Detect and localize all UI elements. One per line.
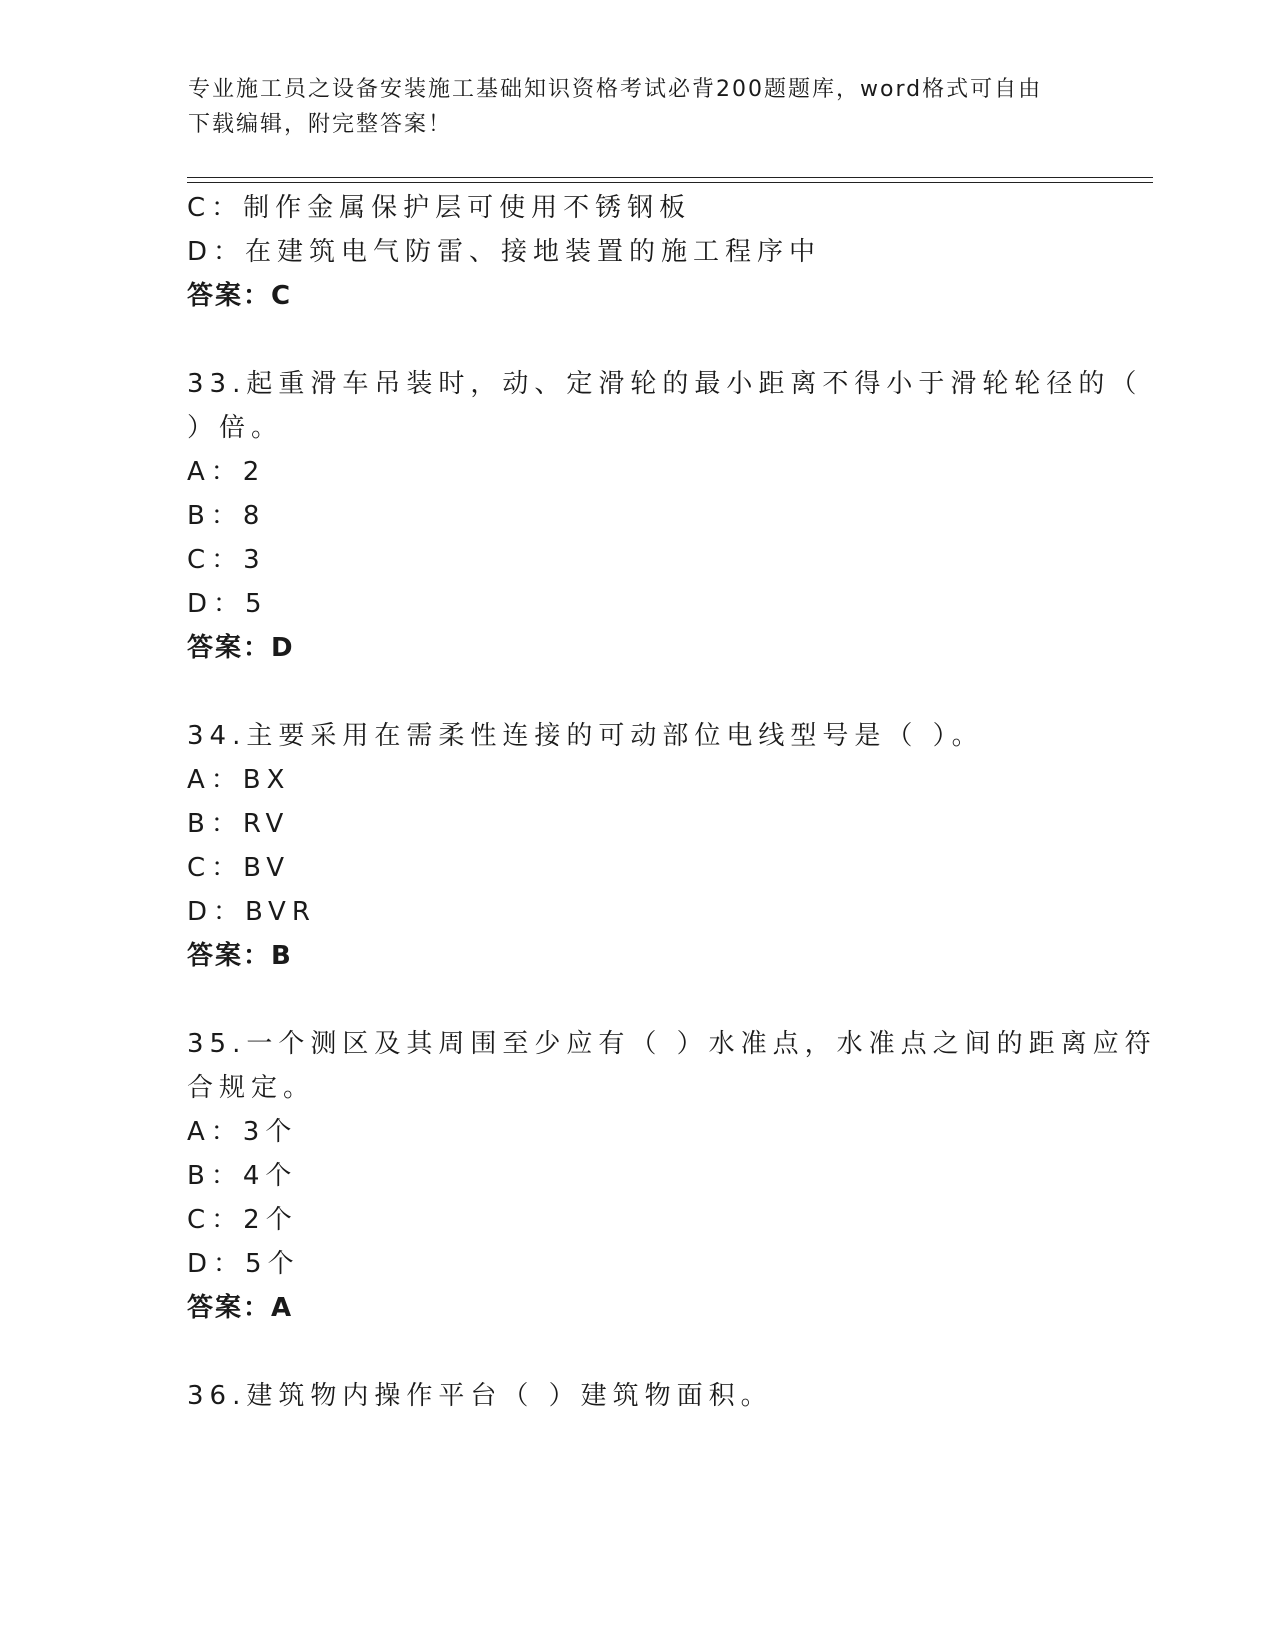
question-35-stem: 35.一个测区及其周围至少应有（ ）水准点，水准点之间的距离应符: [187, 1029, 1157, 1059]
question-35-answer: 答案：A: [187, 1293, 294, 1323]
question-34-option-c: C：BV: [187, 853, 290, 883]
header-divider-top: [187, 177, 1153, 178]
question-35-option-c: C：2个: [187, 1205, 298, 1235]
question-34-option-d: D：BVR: [187, 897, 316, 927]
question-34-answer: 答案：B: [187, 941, 293, 971]
question-35-option-d: D：5个: [187, 1249, 300, 1279]
question-36-stem: 36.建筑物内操作平台（ ）建筑物面积。: [187, 1381, 773, 1411]
question-34-stem: 34.主要采用在需柔性连接的可动部位电线型号是（ ）。: [187, 721, 984, 751]
question-33-option-a: A：2: [187, 457, 266, 487]
question-33-option-c: C：3: [187, 545, 266, 575]
question-34-option-a: A：BX: [187, 765, 291, 795]
question-35-option-a: A：3个: [187, 1117, 298, 1147]
question-35-stem-cont: 合规定。: [187, 1073, 316, 1103]
answer-line: 答案：C: [187, 281, 293, 311]
header-divider-bottom: [187, 182, 1153, 183]
question-33-answer: 答案：D: [187, 633, 295, 663]
question-33-stem-cont: ）倍。: [187, 413, 284, 443]
option-d: D：在建筑电气防雷、接地装置的施工程序中: [187, 237, 822, 267]
question-33-option-d: D：5: [187, 589, 268, 619]
document-header: [188, 72, 1068, 142]
header-line-1: 专业施工员之设备安装施工基础知识资格考试必背200题题库，word格式可自由: [188, 77, 1043, 102]
question-34-option-b: B：RV: [187, 809, 290, 839]
header-line-2: 下载编辑，附完整答案！: [188, 112, 453, 137]
question-33-stem: 33.起重滑车吊装时，动、定滑轮的最小距离不得小于滑轮轮径的（: [187, 369, 1143, 399]
option-c: C：制作金属保护层可使用不锈钢板: [187, 193, 692, 223]
question-33-option-b: B：8: [187, 501, 266, 531]
question-35-option-b: B：4个: [187, 1161, 298, 1191]
